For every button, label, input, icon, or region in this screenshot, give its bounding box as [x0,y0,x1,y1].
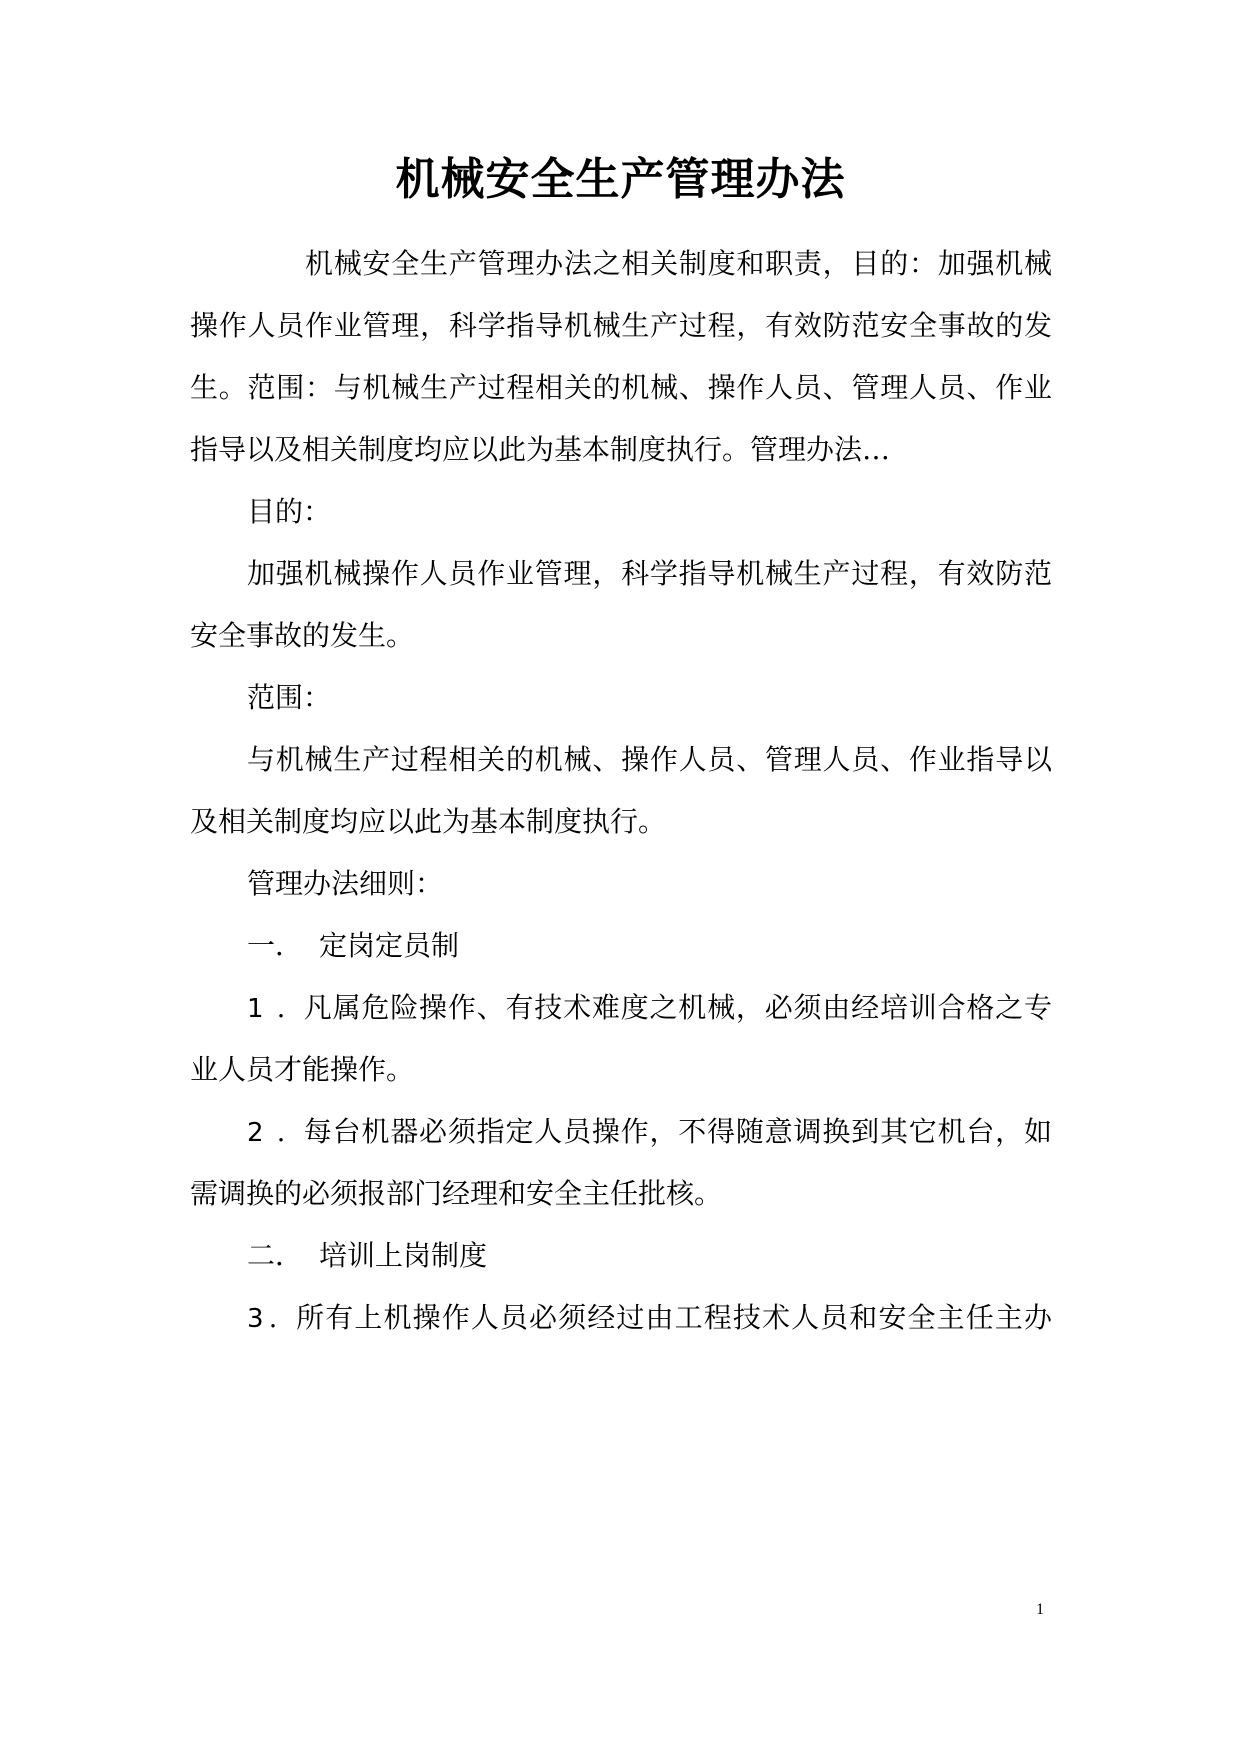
paragraph-line: 与机械生产过程相关的机械、操作人员、管理人员、作业指导以 [247,743,1052,776]
section-title: 定岗定员制 [319,929,460,962]
paragraph-line: 加强机械操作人员作业管理，科学指导机械生产过程，有效防范 [247,557,1052,590]
section-heading [247,1236,487,1276]
paragraph-line: 业人员才能操作。 [190,1053,415,1086]
paragraph-line: 及相关制度均应以此为基本制度执行。 [190,805,667,838]
section-marker: 二． [247,1239,304,1272]
numbered-item [247,1112,1052,1153]
paragraph-line: 操作人员作业管理，科学指导机械生产过程，有效防范安全事故的发 [190,309,1052,342]
paragraph-line: 指导以及相关制度均应以此为基本制度执行。管理办法… [190,433,891,466]
paragraph-line: 机械安全生产管理办法之相关制度和职责，目的：加强机械 [305,247,1052,280]
section-marker: 一． [247,929,304,962]
heading-scope: 范围： [247,681,332,714]
paragraph-line: 生。范围：与机械生产过程相关的机械、操作人员、管理人员、作业 [190,371,1052,404]
item-marker: 1． [247,994,303,1024]
section-title: 培训上岗制度 [319,1239,488,1272]
item-text: 凡属危险操作、有技术难度之机械，必须由经培训合格之专 [303,991,1052,1024]
item-marker: 3． [247,1304,295,1334]
heading-purpose: 目的： [247,495,332,528]
section-heading [247,926,459,966]
heading-rules: 管理办法细则： [247,867,444,900]
item-text: 所有上机操作人员必须经过由工程技术人员和安全主任主办 [295,1301,1052,1334]
page-number: 1 [1036,1601,1044,1618]
page-title: 机械安全生产管理办法 [395,154,846,205]
paragraph-line: 安全事故的发生。 [190,619,415,652]
item-text: 每台机器必须指定人员操作，不得随意调换到其它机台，如 [303,1115,1052,1148]
numbered-item [247,1298,1052,1339]
numbered-item [247,988,1052,1029]
paragraph-line: 需调换的必须报部门经理和安全主任批核。 [190,1177,723,1210]
item-marker: 2． [247,1118,303,1148]
